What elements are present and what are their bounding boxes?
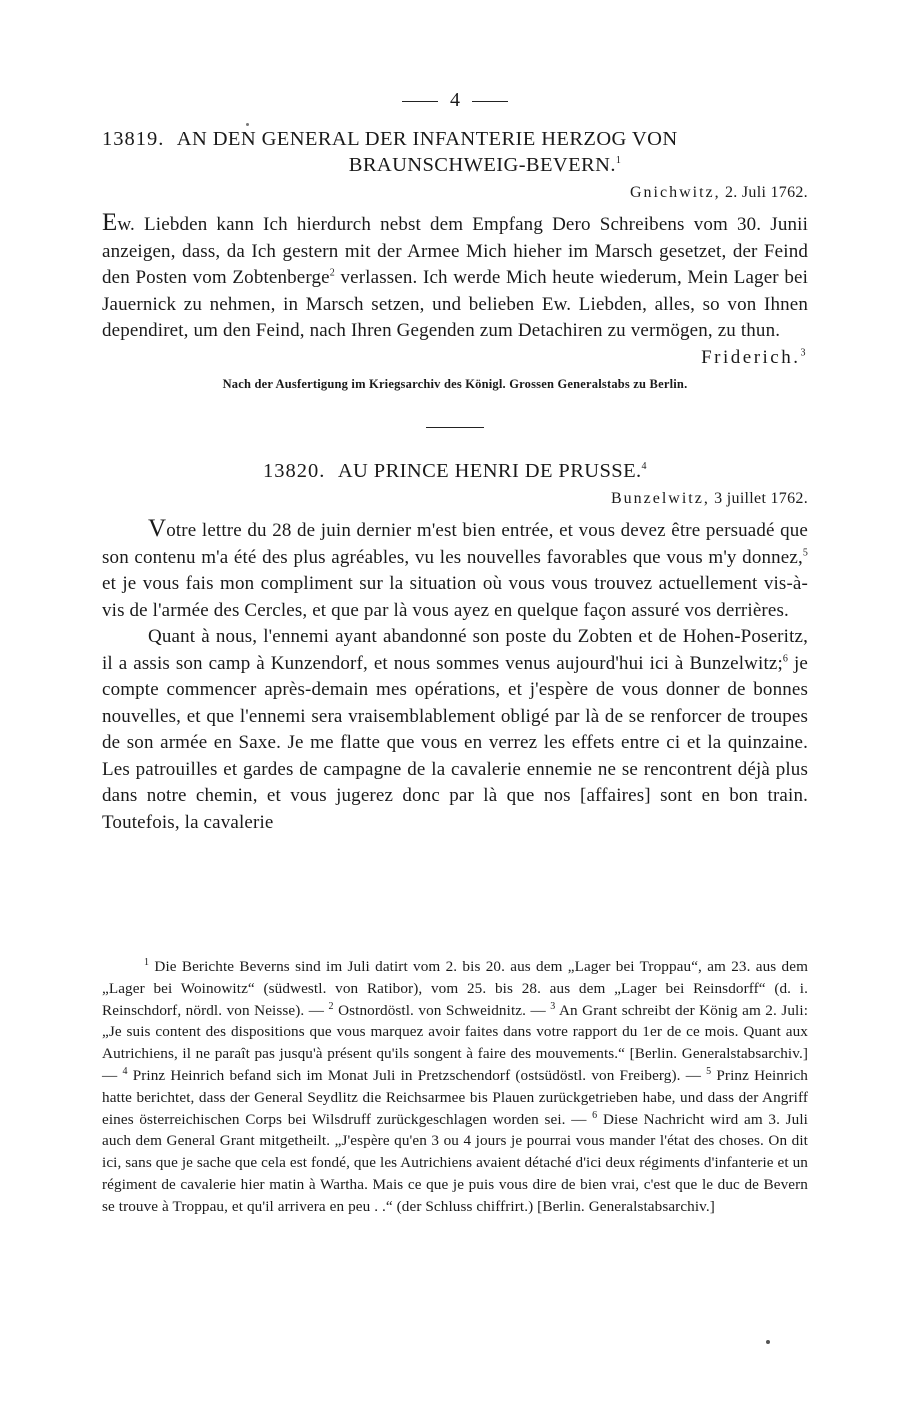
letter-13820-heading bbox=[102, 458, 808, 484]
page-body bbox=[102, 88, 808, 836]
letter-13820-paragraph-2: Quant à nous, l'ennemi ayant abandonné son poste du Zobten et de Hohen-Poseritz, il a assis son camp à Kunzendorf, et nous sommes venus aujourd'hui ici à Bunzelwitz;$^6$ je compte commencer après-demain mes opérations, et j'espère de vous donner de bonnes nouvelles, et que l'ennemi sera vraisemblablement obligé par là de se renforcer de troupes de son armée en Saxe. Je me flatte que vous en verrez les effets entre ci et la quinzaine. Les patrouilles et gardes de campagne de la cavalerie ennemie ne se rencontrent déjà plus dans notre chemin, et vous jugerez donc par là que nos [affaires] sont en bon train. Toutefois, la cavalerie bbox=[102, 626, 808, 833]
page-number-value: 4 bbox=[450, 89, 460, 111]
footnote-marker: 4 bbox=[122, 1065, 128, 1077]
letter-13820-paragraph-1: Votre lettre du 28 de juin dernier m'est bien entrée, et vous devez être persuadé que son contenu m'a été des plus agréables, vu les nouvelles favorables que vous m'y donnez,$^5$ et je vous fais mon compliment sur la situation où vous vous trouvez actuellement vis-à-vis de l'armée des Cercles, et que par là vous ayez en quelque façon assuré vos derrières. bbox=[102, 515, 808, 621]
section-divider bbox=[426, 427, 484, 428]
letter-13819-dateline bbox=[102, 182, 808, 204]
signature: Friderich.$^3$ bbox=[701, 346, 808, 368]
footnote-block: $^1$ Die Berichte Beverns sind im Juli datirt vom 2. bis 20. aus dem „Lager bei Troppau“, am 23. aus dem „Lager bei Woinowitz“ (südwestl. von Ratibor), vom 25. bis 28. aus dem „Lager bei Reinsdorff“ (d. i. Reinschdorf, nördl. von Neisse). — $^2$ Ostnordöstl. von Schweidnitz. — $^3$ An Grant schreibt der König am 2. Juli: „Je suis content des dispositions que vous marquez avoir faites dans votre rapport du 1er de ce mois. Quant aux Autrichiens, il ne paraît pas jusqu'à présent qu'ils songent à faire des mouvements.“ [Berlin. Generalstabsarchiv.] — $^4$ Prinz Heinrich befand sich im Monat Juli in Pretzschendorf (ostsüdöstl. von Freiberg). — $^5$ Prinz Heinrich hatte berichtet, dass der General Seydlitz die Reichsarmee bis Plauen zurückgetrieben habe, und dass der Angriff eines österreichischen Corps bei Wilsdruff zurückgeschlagen worden sei. — $^6$ Diese Nachricht wird am 3. Juli auch dem General Grant mitgetheilt. „J'espère qu'en 3 ou 4 jours je pourrai vous mander l'état des choses. On dit ici, sans que je sache que cela est fondé, que les Autrichiens avaient détaché d'ici deux régiments d'infanterie et un régiment de cavalerie hier matin à Wartha. Mais ce que je puis vous dire de bien vrai, c'est que le duc de Bevern se trouve à Troppau, et qu'il arrivera en peu . .“ (der Schluss chiffrirt.) [Berlin. Generalstabsarchiv.] bbox=[102, 956, 809, 1215]
print-speck bbox=[766, 1340, 770, 1344]
footnote-marker: 1 bbox=[144, 956, 150, 968]
page-number-rule-left bbox=[402, 101, 438, 102]
heading-text: AU PRINCE HENRI DE PRUSSE. bbox=[337, 460, 642, 482]
footnote-ref: 5 bbox=[802, 547, 808, 559]
footnote-ref: 4 bbox=[641, 461, 647, 473]
place: Bunzelwitz, bbox=[610, 490, 710, 507]
letter-number: 13820. bbox=[263, 460, 326, 482]
footnote-ref: 2 bbox=[329, 267, 335, 279]
footnote-ref: 1 bbox=[615, 155, 622, 167]
footnote-ref: 3 bbox=[800, 347, 808, 359]
letter-number: 13819. bbox=[102, 128, 165, 150]
footnote-marker: 2 bbox=[328, 1000, 334, 1012]
footnote-marker: 3 bbox=[550, 1000, 556, 1012]
heading-line-1: AN DEN GENERAL DER INFANTERIE HERZOG VON bbox=[176, 128, 678, 150]
page-number bbox=[102, 88, 808, 112]
heading-line-2: BRAUNSCHWEIG-BEVERN.$^1$ bbox=[348, 154, 622, 176]
letter-13819-heading bbox=[102, 126, 808, 178]
footnote-ref: 6 bbox=[782, 653, 789, 665]
date: 2. Juli 1762. bbox=[724, 184, 808, 201]
signature-line bbox=[102, 345, 808, 372]
place: Gnichwitz, bbox=[630, 184, 721, 201]
page-number-rule-right bbox=[472, 101, 508, 102]
footnote-marker: 6 bbox=[592, 1109, 598, 1121]
letter-13820-dateline bbox=[102, 488, 808, 510]
date: 3 juillet 1762. bbox=[714, 490, 808, 507]
dropcap: E bbox=[102, 209, 118, 236]
footnote-marker: 5 bbox=[706, 1065, 712, 1077]
footnotes bbox=[102, 956, 808, 1218]
source-note: Nach der Ausfertigung im Kriegsarchiv des Königl. Grossen Generalstabs zu Berlin. bbox=[222, 377, 688, 391]
dropcap: V bbox=[148, 515, 167, 542]
letter-13819-body: Ew. Liebden kann Ich hierdurch nebst dem Empfang Dero Schreibens vom 30. Junii anzeigen, dass, da Ich gestern mit der Armee Mich hieher im Marsch gesetzet, der Feind den Posten vom Zobtenberge$^2$ verlassen. Ich werde Mich heute wiederum, Mein Lager bei Jauernick zu nehmen, in Marsch setzen, und belieben Ew. Liebden, alles, so von Ihnen dependiret, um den Feind, nach Ihren Gegenden zum Detachiren zu vermögen, zu thun. bbox=[102, 209, 808, 341]
